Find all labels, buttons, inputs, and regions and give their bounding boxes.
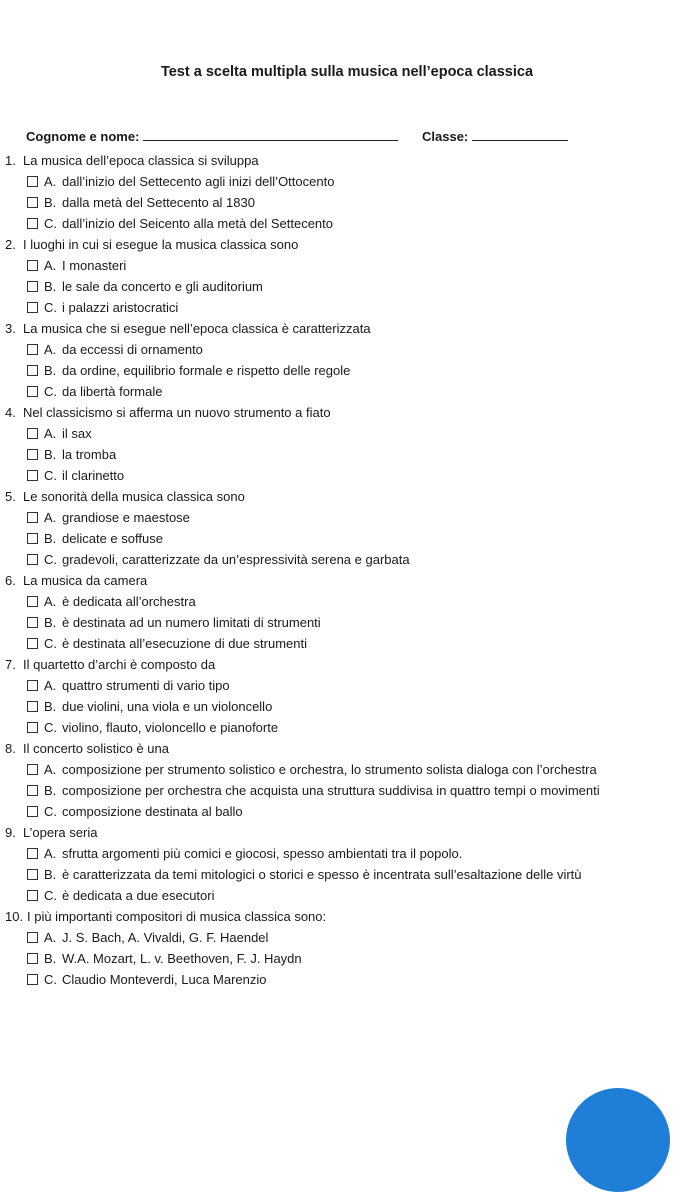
checkbox-icon[interactable]	[27, 638, 38, 649]
checkbox-icon[interactable]	[27, 785, 38, 796]
option-text: è dedicata all’orchestra	[62, 594, 196, 609]
question-number: 3.	[5, 321, 16, 336]
answer-option[interactable]	[0, 381, 694, 402]
answer-option[interactable]	[0, 339, 694, 360]
option-letter: C.	[44, 972, 57, 987]
answer-option[interactable]	[0, 276, 694, 297]
checkbox-icon[interactable]	[27, 260, 38, 271]
option-text: il sax	[62, 426, 92, 441]
checkbox-icon[interactable]	[27, 806, 38, 817]
option-text: W.A. Mozart, L. v. Beethoven, F. J. Haydn	[62, 951, 302, 966]
checkbox-icon[interactable]	[27, 365, 38, 376]
question-7	[0, 654, 694, 738]
answer-option[interactable]	[0, 297, 694, 318]
question-number: 9.	[5, 825, 16, 840]
option-text: la tromba	[62, 447, 117, 462]
answer-option[interactable]	[0, 759, 694, 780]
option-text: da libertà formale	[62, 384, 163, 399]
question-number: 5.	[5, 489, 16, 504]
option-letter: C.	[44, 552, 57, 567]
answer-option[interactable]	[0, 465, 694, 486]
answer-option[interactable]	[0, 591, 694, 612]
option-text: sfrutta argomenti più comici e giocosi, spesso ambientati tra il popolo.	[62, 846, 463, 861]
answer-option[interactable]	[0, 444, 694, 465]
checkbox-icon[interactable]	[27, 176, 38, 187]
checkbox-icon[interactable]	[27, 470, 38, 481]
name-blank-line[interactable]	[143, 128, 398, 141]
question-label: Nel classicismo si afferma un nuovo strumento a fiato	[23, 405, 331, 420]
question-text	[0, 234, 694, 255]
answer-option[interactable]	[0, 696, 694, 717]
checkbox-icon[interactable]	[27, 890, 38, 901]
question-number: 8.	[5, 741, 16, 756]
option-letter: B.	[44, 195, 57, 210]
checkbox-icon[interactable]	[27, 764, 38, 775]
option-letter: B.	[44, 699, 57, 714]
answer-option[interactable]	[0, 801, 694, 822]
question-3	[0, 318, 694, 402]
question-number: 6.	[5, 573, 16, 588]
option-letter: A.	[44, 426, 57, 441]
option-letter: C.	[44, 804, 57, 819]
option-text: da ordine, equilibrio formale e rispetto delle regole	[62, 363, 351, 378]
option-text: è destinata all’esecuzione di due strumenti	[62, 636, 307, 651]
question-6	[0, 570, 694, 654]
option-letter: B.	[44, 615, 57, 630]
class-label: Classe:	[422, 129, 469, 144]
checkbox-icon[interactable]	[27, 281, 38, 292]
answer-option[interactable]	[0, 948, 694, 969]
option-text: dalla metà del Settecento al 1830	[62, 195, 255, 210]
option-letter: B.	[44, 447, 57, 462]
name-field[interactable]	[26, 128, 398, 144]
answer-option[interactable]	[0, 717, 694, 738]
answer-option[interactable]	[0, 633, 694, 654]
question-9	[0, 822, 694, 906]
checkbox-icon[interactable]	[27, 869, 38, 880]
class-blank-line[interactable]	[472, 128, 568, 141]
question-text	[0, 402, 694, 423]
option-letter: A.	[44, 258, 57, 273]
option-letter: B.	[44, 951, 57, 966]
checkbox-icon[interactable]	[27, 596, 38, 607]
question-number: 2.	[5, 237, 16, 252]
option-letter: A.	[44, 930, 57, 945]
question-10	[0, 906, 694, 990]
checkbox-icon[interactable]	[27, 617, 38, 628]
question-label: I luoghi in cui si esegue la musica classica sono	[23, 237, 299, 252]
checkbox-icon[interactable]	[27, 512, 38, 523]
question-number: 10.	[5, 909, 24, 924]
answer-option[interactable]	[0, 528, 694, 549]
option-letter: B.	[44, 279, 57, 294]
question-list	[0, 150, 694, 990]
question-text	[0, 738, 694, 759]
option-letter: C.	[44, 216, 57, 231]
question-1	[0, 150, 694, 234]
answer-option[interactable]	[0, 213, 694, 234]
checkbox-icon[interactable]	[27, 554, 38, 565]
checkbox-icon[interactable]	[27, 449, 38, 460]
checkbox-icon[interactable]	[27, 428, 38, 439]
question-label: Le sonorità della musica classica sono	[23, 489, 245, 504]
answer-option[interactable]	[0, 864, 694, 885]
question-4	[0, 402, 694, 486]
option-letter: C.	[44, 468, 57, 483]
checkbox-icon[interactable]	[27, 932, 38, 943]
option-letter: C.	[44, 720, 57, 735]
option-letter: A.	[44, 174, 57, 189]
answer-option[interactable]	[0, 171, 694, 192]
checkbox-icon[interactable]	[27, 701, 38, 712]
question-2	[0, 234, 694, 318]
answer-option[interactable]	[0, 927, 694, 948]
option-text: composizione destinata al ballo	[62, 804, 243, 819]
question-number: 4.	[5, 405, 16, 420]
question-text	[0, 150, 694, 171]
answer-option[interactable]	[0, 675, 694, 696]
option-letter: C.	[44, 888, 57, 903]
option-text: due violini, una viola e un violoncello	[62, 699, 273, 714]
question-text	[0, 486, 694, 507]
question-text	[0, 318, 694, 339]
option-text: Claudio Monteverdi, Luca Marenzio	[62, 972, 267, 987]
option-text: J. S. Bach, A. Vivaldi, G. F. Haendel	[62, 930, 269, 945]
floating-action-button[interactable]	[566, 1088, 670, 1192]
option-letter: A.	[44, 846, 57, 861]
answer-option[interactable]	[0, 255, 694, 276]
question-8	[0, 738, 694, 822]
answer-option[interactable]	[0, 969, 694, 990]
question-label: I più importanti compositori di musica classica sono:	[27, 909, 327, 924]
answer-option[interactable]	[0, 423, 694, 444]
answer-option[interactable]	[0, 780, 694, 801]
option-text: è caratterizzata da temi mitologici o storici e spesso è incentrata sull’esaltazione delle virtù	[62, 867, 582, 882]
option-letter: A.	[44, 342, 57, 357]
answer-option[interactable]	[0, 612, 694, 633]
question-label: Il concerto solistico è una	[23, 741, 169, 756]
option-text: da eccessi di ornamento	[62, 342, 203, 357]
option-letter: B.	[44, 363, 57, 378]
question-text	[0, 570, 694, 591]
checkbox-icon[interactable]	[27, 953, 38, 964]
option-letter: A.	[44, 762, 57, 777]
option-text: violino, flauto, violoncello e pianoforte	[62, 720, 279, 735]
checkbox-icon[interactable]	[27, 218, 38, 229]
option-letter: A.	[44, 678, 57, 693]
question-number: 1.	[5, 153, 16, 168]
option-letter: B.	[44, 783, 57, 798]
option-text: dall’inizio del Seicento alla metà del Settecento	[62, 216, 334, 231]
question-5	[0, 486, 694, 570]
option-letter: A.	[44, 510, 57, 525]
option-text: gradevoli, caratterizzate da un’espressività serena e garbata	[62, 552, 410, 567]
checkbox-icon[interactable]	[27, 302, 38, 313]
option-text: delicate e soffuse	[62, 531, 163, 546]
option-text: quattro strumenti di vario tipo	[62, 678, 230, 693]
checkbox-icon[interactable]	[27, 344, 38, 355]
option-text: i palazzi aristocratici	[62, 300, 179, 315]
page-title: Test a scelta multipla sulla musica nell’epoca classica	[160, 64, 534, 80]
option-text: grandiose e maestose	[62, 510, 190, 525]
question-label: La musica che si esegue nell’epoca classica è caratterizzata	[23, 321, 371, 336]
checkbox-icon[interactable]	[27, 197, 38, 208]
question-text	[0, 822, 694, 843]
checkbox-icon[interactable]	[27, 386, 38, 397]
option-letter: C.	[44, 300, 57, 315]
checkbox-icon[interactable]	[27, 533, 38, 544]
answer-option[interactable]	[0, 192, 694, 213]
option-text: dall’inizio del Settecento agli inizi dell’Ottocento	[62, 174, 335, 189]
option-letter: A.	[44, 594, 57, 609]
answer-option[interactable]	[0, 507, 694, 528]
checkbox-icon[interactable]	[27, 848, 38, 859]
question-label: La musica dell’epoca classica si sviluppa	[23, 153, 259, 168]
class-field[interactable]	[422, 128, 568, 144]
question-number: 7.	[5, 657, 16, 672]
answer-option[interactable]	[0, 885, 694, 906]
question-text	[0, 906, 694, 927]
option-letter: B.	[44, 531, 57, 546]
option-letter: C.	[44, 384, 57, 399]
option-text: I monasteri	[62, 258, 127, 273]
option-text: composizione per strumento solistico e orchestra, lo strumento solista dialoga con l’orchestra	[62, 762, 597, 777]
option-letter: B.	[44, 867, 57, 882]
option-text: è dedicata a due esecutori	[62, 888, 215, 903]
checkbox-icon[interactable]	[27, 974, 38, 985]
name-label: Cognome e nome:	[26, 129, 140, 144]
answer-option[interactable]	[0, 360, 694, 381]
question-label: La musica da camera	[23, 573, 148, 588]
option-text: composizione per orchestra che acquista una struttura suddivisa in quattro tempi o movimenti	[62, 783, 600, 798]
question-text	[0, 654, 694, 675]
option-text: il clarinetto	[62, 468, 125, 483]
option-letter: C.	[44, 636, 57, 651]
answer-option[interactable]	[0, 843, 694, 864]
option-text: le sale da concerto e gli auditorium	[62, 279, 263, 294]
option-text: è destinata ad un numero limitati di strumenti	[62, 615, 321, 630]
question-label: L’opera seria	[23, 825, 98, 840]
answer-option[interactable]	[0, 549, 694, 570]
question-label: Il quartetto d’archi è composto da	[23, 657, 216, 672]
checkbox-icon[interactable]	[27, 722, 38, 733]
checkbox-icon[interactable]	[27, 680, 38, 691]
